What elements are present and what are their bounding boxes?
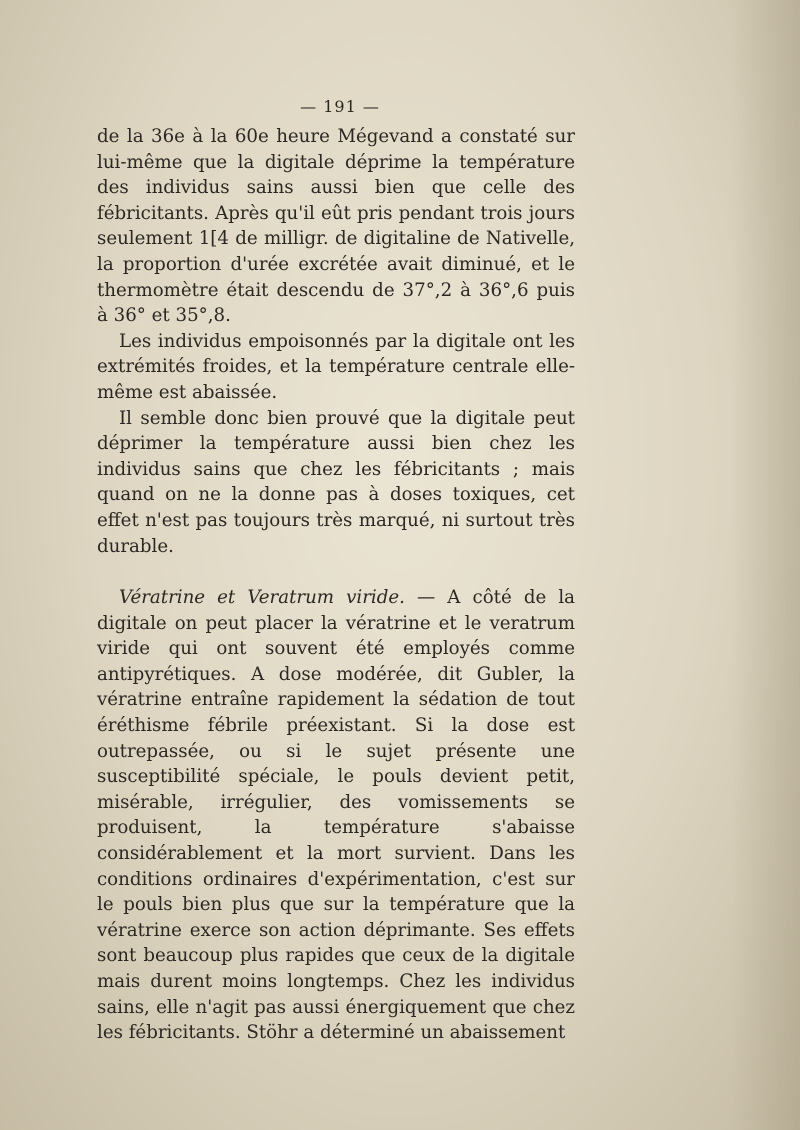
paragraph-conclusion-digitale: Il semble donc bien prouvé que la digitale peut déprimer la température aussi bien chez les individus sains que chez les fébricitants ; mais quand on ne la donne pas à doses toxiques, cet effet n'est pas toujours très marqué, ni surtout très durable. <box>97 407 575 557</box>
body-text <box>97 124 575 1046</box>
paragraph-veratrine-body: — A côté de la digitale on peut placer la vératrine et le veratrum viride qui ont souvent été employés comme antipyrétiques. A dose modérée, dit Gubler, la vératrine entraîne rapidement la sédation de tout éréthisme fébrile préexistant. Si la dose est outrepassée, ou si le sujet présente une susceptibilité spéciale, le pouls devient petit, misérable, irrégulier, des vomissements se produisent, la température s'abaisse considérablement et la mort survient. Dans les conditions ordinaires d'expérimentation, c'est sur le pouls bien plus que sur la température que la vératrine exerce son action déprimante. Ses effets sont beaucoup plus rapides que ceux de la digitale mais durent moins longtemps. Chez les individus sains, elle n'agit pas aussi énergiquement que chez les fébricitants. Stöhr a déterminé un abaissement <box>97 587 575 1044</box>
section-title-veratrine: Vératrine et Veratrum viride. <box>119 587 405 609</box>
paragraph-veratrine <box>97 585 575 1046</box>
paragraph-empoisonnes: Les individus empoisonnés par la digitale ont les extrémités froides, et la température centrale elle-même est abaissée. <box>97 330 575 403</box>
paragraph-digitale-megevand: de la 36e à la 60e heure Mégevand a constaté sur lui-même que la digitale déprime la température des individus sains aussi bien que celle des fébricitants. Après qu'il eût pris pendant trois jours seulement 1[4 de milligr. de digitaline de Nativelle, la proportion d'urée excrétée avait diminué, et le thermomètre était descendu de 37°,2 à 36°,6 puis à 36° et 35°,8. <box>97 126 575 327</box>
page-number: — 191 — <box>300 97 380 116</box>
